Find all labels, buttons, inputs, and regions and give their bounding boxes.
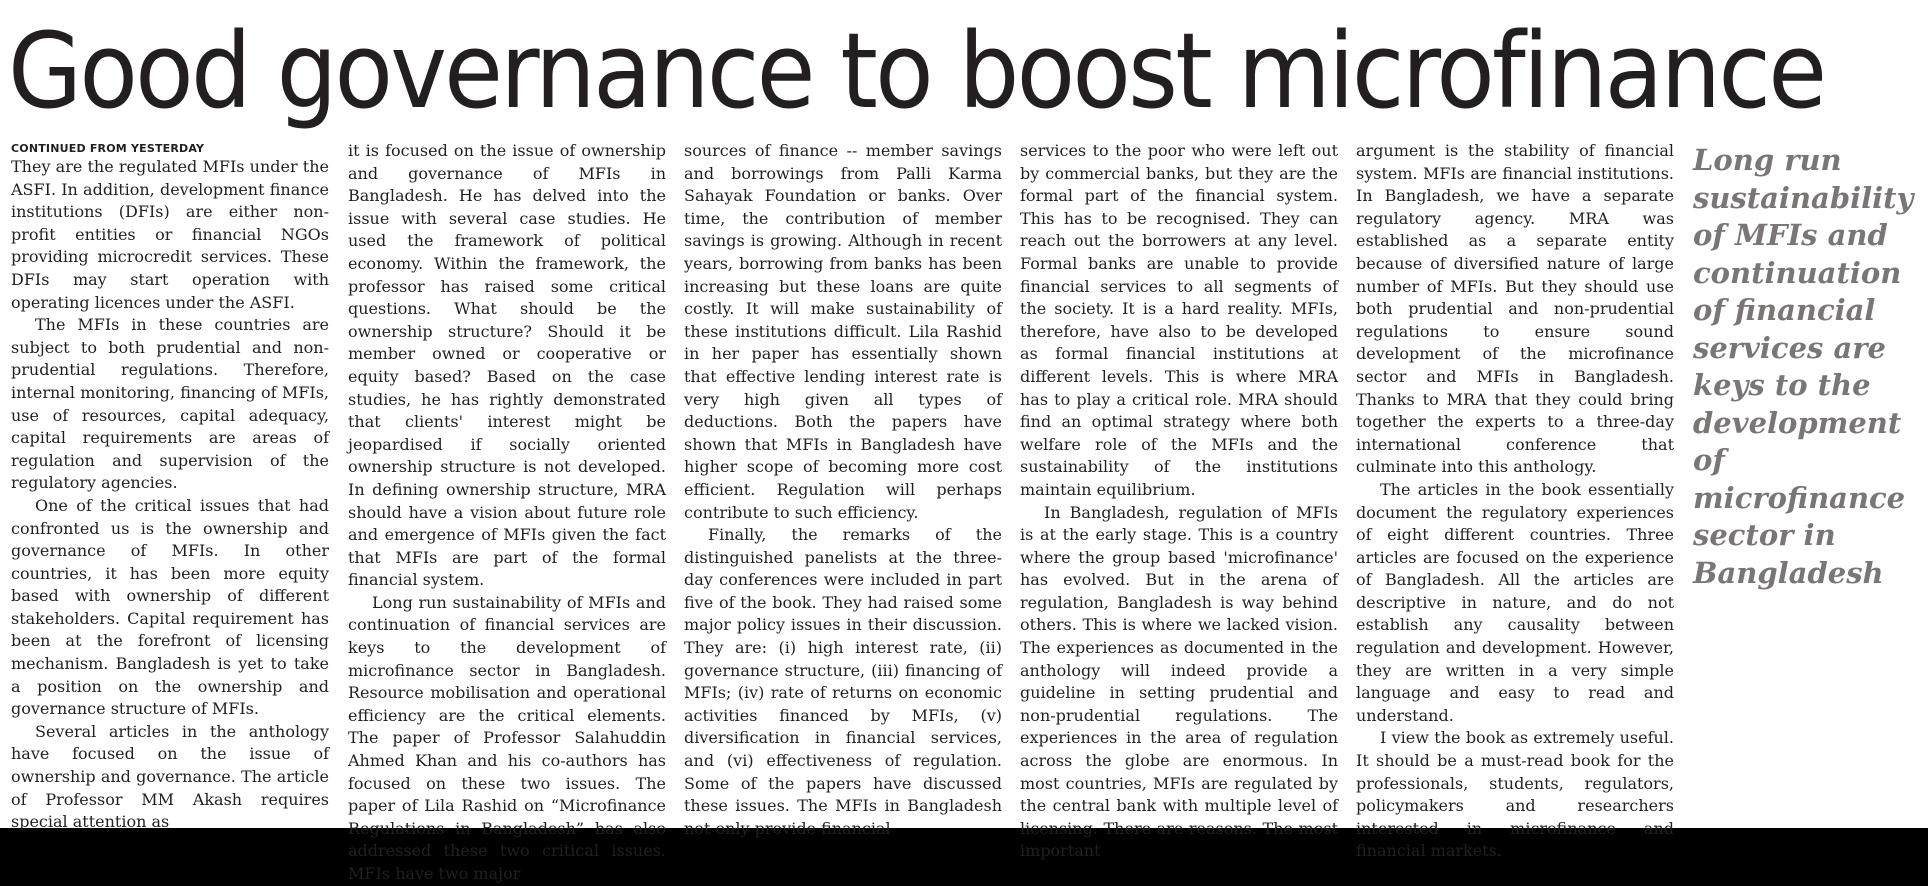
paragraph: They are the regulated MFIs under the ASFI. In addition, development finance institutions (DFIs) are either non-profit entities or financial NGOs providing microcredit services. These DFIs may start operation with operating licences under the ASFI. <box>11 157 329 312</box>
paragraph: argument is the stability of financial system. MFIs are financial institutions. In Bangladesh, we have a separate regulatory agency. MRA was established as a separate entity because of diversified nature of large number of MFIs. But they should use both prudential and non-prudential regulations to ensure sound development of the microfinance sector and MFIs in Bangladesh. Thanks to MRA that they could bring together the experts to a three-day international conference that culminate into this anthology. <box>1356 141 1674 477</box>
paragraph: One of the critical issues that had confronted us is the ownership and governance of MFIs. In other countries, it has been more equity based with ownership of different stakeholders. Capital requirement has been at the forefront of licensing mechanism. Bangladesh is yet to take a position on the ownership and governance structure of MFIs. <box>11 495 329 719</box>
paragraph: sources of finance -- member savings and borrowings from Palli Karma Sahayak Foundation or banks. Over time, the contribution of member savings is growing. Although in recent years, borrowing from banks has been increasing but these loans are quite costly. It will make sustainability of these institutions difficult. Lila Rashid in her paper has essentially shown that effective lending interest rate is very high given all types of deductions. Both the papers have shown that MFIs in Bangladesh have higher scope of becoming more cost efficient. Regulation will perhaps contribute to such efficiency. <box>684 141 1002 522</box>
article-column-1 <box>11 140 329 834</box>
article-column-4 <box>1020 140 1338 863</box>
paragraph: Finally, the remarks of the distinguished panelists at the three-day conferences were included in part five of the book. They had raised some major policy issues in their discussion. They are: (i) high interest rate, (ii) governance structure, (iii) financing of MFIs; (iv) rate of returns on economic activities financed by MFIs, (v) diversification in financial services, and (vi) effectiveness of regulation. Some of the papers have discussed these issues. The MFIs in Bangladesh not only provide financial <box>684 525 1002 838</box>
paragraph: Several articles in the anthology have focused on the issue of ownership and governance. The article of Professor MM Akash requires special attention as <box>11 721 329 832</box>
paragraph: it is focused on the issue of ownership and governance of MFIs in Bangladesh. He has delved into the issue with several case studies. He used the framework of political economy. Within the framework, the professor has raised some critical questions. What should be the ownership structure? Should it be member owned or cooperative or equity based? Based on the case studies, he has rightly demonstrated that clients' interest might be jeopardised if socially oriented ownership structure is not developed. In defining ownership structure, MRA should have a vision about future role and emergence of MFIs given the fact that MFIs are part of the formal financial system. <box>348 141 666 590</box>
paragraph: Long run sustainability of MFIs and continuation of financial services are keys to the development of microfinance sector in Bangladesh. Resource mobilisation and operational efficiency are the critical elements. The paper of Professor Salahuddin Ahmed Khan and his co-authors has focused on these two issues. The paper of Lila Rashid on “Microfinance Regulations in Bangladesh” has also addressed these two critical issues. MFIs have two major <box>348 592 666 883</box>
kicker: CONTINUED FROM YESTERDAY <box>11 142 205 155</box>
article-column-3 <box>684 140 1002 840</box>
article-column-2 <box>348 140 666 886</box>
paragraph: The MFIs in these countries are subject to both prudential and non-prudential regulations. Therefore, internal monitoring, financing of MFIs, use of resources, capital adequacy, capital requirements are areas of regulation and supervision of the regulatory agencies. <box>11 315 329 493</box>
paragraph: The articles in the book essentially document the regulatory experiences of eight different countries. Three articles are focused on the experience of Bangladesh. All the articles are descriptive in nature, and do not establish any causality between regulation and development. However, they are written in a very simple language and easy to read and understand. <box>1356 479 1674 725</box>
paragraph: I view the book as extremely useful. It should be a must-read book for the professionals, students, regulators, policymakers and researchers interested in microfinance and financial markets. <box>1356 728 1674 861</box>
pull-quote: Long run sustainability of MFIs and continuation of financial services are keys to the development of microfinance sector in Bangladesh <box>1693 143 1914 590</box>
paragraph: In Bangladesh, regulation of MFIs is at the early stage. This is a country where the group based 'microfinance' has evolved. But in the arena of regulation, Bangladesh is way behind others. This is where we lacked vision. The experiences as documented in the anthology will indeed provide a guideline in setting prudential and non-prudential regulations. The experiences in the area of regulation across the globe are enormous. In most countries, MFIs are regulated by the central bank with multiple level of licensing. There are reasons. The most important <box>1020 502 1338 861</box>
headline: Good governance to boost microfinance <box>8 10 1825 132</box>
paragraph: services to the poor who were left out by commercial banks, but they are the formal part of the financial system. This has to be recognised. They can reach out the borrowers at any level. Formal banks are unable to provide financial services to all segments of the society. It is a hard reality. MFIs, therefore, have also to be developed as formal financial institutions at different levels. This is where MRA has to play a critical role. MRA should find an optimal strategy where both welfare role of the MFIs and the sustainability of the institutions maintain equilibrium. <box>1020 141 1338 499</box>
article-column-5 <box>1356 140 1674 863</box>
